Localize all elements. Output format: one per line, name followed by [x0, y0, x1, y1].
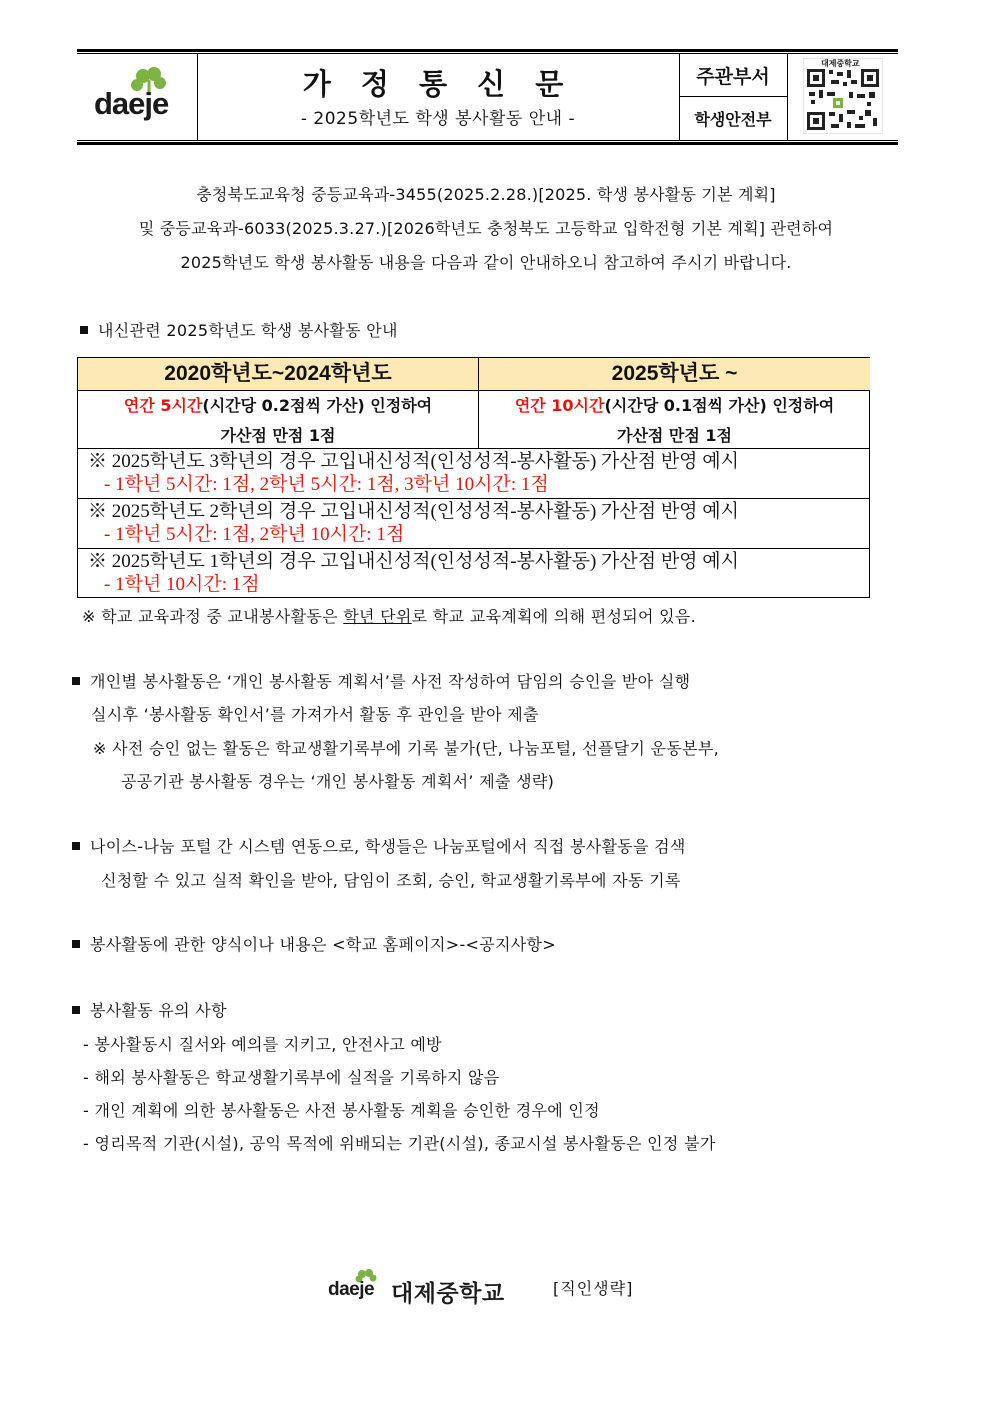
example-title: ※ 2025학년도 3학년의 경우 고입내신성적(인성성적-봉사활동) 가산점 반영 예시 [88, 451, 739, 472]
paragraph-line: 개인별 봉사활동은 ‘개인 봉사활동 계획서’를 사전 작성하여 담임의 승인을 받아 실행 [90, 672, 691, 691]
table-cell-2020 [78, 391, 478, 451]
footer-school-name: 대제중학교 [391, 1281, 505, 1307]
bullet-icon [72, 940, 80, 948]
note-underlined: 학년 단위 [343, 607, 412, 626]
section-heading [80, 318, 398, 341]
school-logo [88, 64, 188, 128]
list-item: - 해외 봉사활동은 학교생활기록부에 실적을 기록하지 않음 [83, 1068, 500, 1087]
list-item: - 영리목적 기관(시설), 공익 목적에 위배되는 기관(시설), 종교시설 봉사활동은 인정 불가 [83, 1134, 716, 1153]
dept-value: 학생안전부 [694, 110, 772, 129]
section-heading-text: 봉사활동 유의 사항 [90, 1001, 227, 1020]
header-bottom-rule [77, 142, 898, 145]
example-title: ※ 2025학년도 1학년의 경우 고입내신성적(인성성적-봉사활동) 가산점 반영 예시 [88, 551, 739, 572]
cell-text: (시간당 0.2점씩 가산) 인정하여 [202, 396, 433, 415]
footer-logo [328, 1268, 548, 1308]
table-header-2020: 2020학년도~2024학년도 [78, 358, 478, 390]
example-title: ※ 2025학년도 2학년의 경우 고입내신성적(인성성적-봉사활동) 가산점 반영 예시 [88, 501, 739, 522]
header-divider [679, 53, 680, 141]
footer-seal-note: [직인생략] [553, 1279, 634, 1298]
note-text: ※ 학교 교육과정 중 교내봉사활동은 [82, 607, 344, 626]
points-table [77, 357, 870, 598]
table-header-2025: 2025학년도 ~ [479, 358, 870, 390]
paragraph-note: 공공기관 봉사활동 경우는 ‘개인 봉사활동 계획서’ 제출 생략) [121, 772, 555, 791]
note-text: 로 학교 교육계획에 의해 편성되어 있음. [411, 607, 697, 626]
example-detail: - 1학년 5시간: 1점, 2학년 10시간: 1점 [104, 524, 405, 545]
highlight-hours: 연간 10시간 [514, 396, 605, 415]
page-subtitle: - 2025학년도 학생 봉사활동 안내 - [300, 109, 576, 129]
dept-label: 주관부서 [696, 66, 770, 88]
example-detail: - 1학년 5시간: 1점, 2학년 5시간: 1점, 3학년 10시간: 1점 [104, 474, 549, 495]
paragraph-line: 봉사활동에 관한 양식이나 내용은 <학교 홈페이지>-<공지사항> [90, 935, 556, 954]
intro-line: 2025학년도 학생 봉사활동 내용을 다음과 같이 안내하오니 참고하여 주시기 바랍니다. [180, 253, 792, 272]
paragraph-line: 신청할 수 있고 실적 확인을 받아, 담임이 조회, 승인, 학교생활기록부에 자동 기록 [101, 871, 681, 890]
section-heading [72, 998, 227, 1021]
cell-text: (시간당 0.1점씩 가산) 인정하여 [604, 396, 835, 415]
section-paragraph [72, 834, 686, 857]
footer-logo-text: daeje [328, 1279, 375, 1300]
paragraph-line: 실시후 ‘봉사활동 확인서’를 가져가서 활동 후 관인을 받아 제출 [91, 705, 539, 724]
intro-line: 및 중등교육과-6033(2025.3.27.)[2026학년도 충청북도 고등학교 입학전형 기본 계획] 관련하여 [138, 219, 834, 238]
highlight-hours: 연간 5시간 [123, 396, 203, 415]
header-divider [787, 53, 788, 141]
table-note [82, 604, 696, 627]
paragraph-note: ※ 사전 승인 없는 활동은 학교생활기록부에 기록 불가(단, 나눔포털, 선플달기 운동본부, [93, 739, 719, 758]
table-divider [78, 448, 869, 449]
section-paragraph [72, 669, 690, 692]
page-title: 가 정 통 신 문 [302, 67, 574, 101]
list-item: - 봉사활동시 질서와 예의를 지키고, 안전사고 예방 [83, 1035, 442, 1054]
header-top-rule [77, 49, 898, 52]
section-paragraph [72, 932, 556, 955]
section-heading-text: 내신관련 2025학년도 학생 봉사활동 안내 [98, 321, 398, 340]
logo-text: daeje [94, 86, 169, 121]
bullet-icon [80, 326, 88, 334]
table-cell-2025 [479, 391, 870, 451]
table-divider [78, 498, 869, 499]
example-detail: - 1학년 10시간: 1점 [104, 574, 260, 595]
intro-line: 충청북도교육청 중등교육과-3455(2025.2.28.)[2025. 학생 봉사활동 기본 계획] [196, 185, 776, 204]
qr-label: 대제중학교 [821, 59, 860, 68]
bullet-icon [72, 677, 80, 685]
bullet-icon [72, 1006, 80, 1014]
list-item: - 개인 계획에 의한 봉사활동은 사전 봉사활동 계획을 승인한 경우에 인정 [83, 1101, 600, 1120]
table-divider [78, 548, 869, 549]
paragraph-line: 나이스-나눔 포털 간 시스템 연동으로, 학생들은 나눔포털에서 직접 봉사활동을 검색 [90, 837, 686, 856]
intro-paragraph [76, 178, 896, 280]
cell-text: 가산점 만점 1점 [220, 426, 336, 445]
header-divider [679, 96, 787, 97]
cell-text: 가산점 만점 1점 [616, 426, 732, 445]
header-bottom-rule-thin [77, 140, 898, 141]
bullet-icon [72, 842, 80, 850]
header-top-rule-thin [77, 53, 898, 54]
qr-code[interactable] [803, 58, 883, 134]
